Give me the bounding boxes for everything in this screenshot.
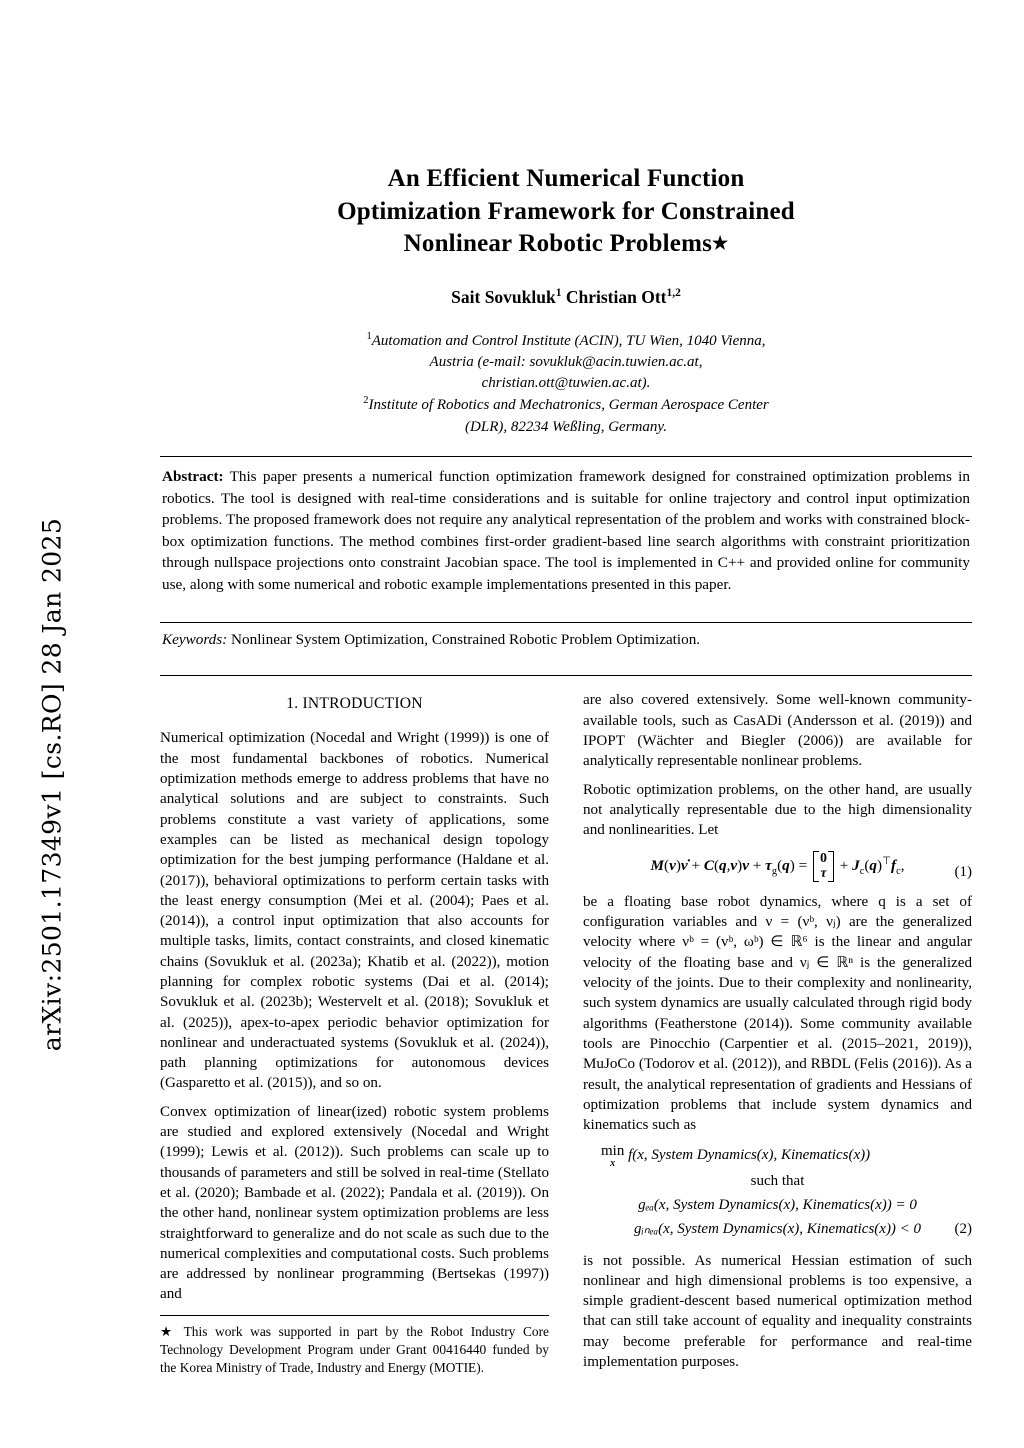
author-2-name: Christian Ott	[565, 286, 667, 307]
title-line-2: Optimization Framework for Constrained	[337, 197, 795, 225]
author-1-affil-marker: 1	[555, 286, 562, 299]
page-title	[160, 163, 972, 261]
affil-2-text-1: Institute of Robotics and Mechatronics, German Aerospace Center	[368, 397, 769, 414]
equation-2-min-operator	[601, 1144, 624, 1169]
equation-2-eq-constraint: gₑₐ(x, System Dynamics(x), Kinematics(x)) = 0	[638, 1196, 917, 1213]
equation-2-min-label: min	[601, 1142, 625, 1159]
equation-2-line-1	[583, 1143, 972, 1168]
abstract-label: Abstract:	[162, 467, 224, 485]
author-1-name: Sait Sovukluk	[451, 286, 556, 307]
equation-2-line-4	[583, 1217, 972, 1241]
body-columns	[160, 690, 972, 1380]
keywords-bottom-rule	[160, 675, 972, 676]
affiliation-1-line-1	[160, 330, 972, 352]
title-footnote-star: ★	[712, 233, 729, 253]
left-paragraph-1: Numerical optimization (Nocedal and Wright (1999)) is one of the most fundamental backbones of robotics. Numerical optimization methods emerge to address problems that have no analytical solutions and are subject to constraints. Such problems constitute a vast variety of applications, some examples can be listed as mechanical design topology optimization for the best jumping performance (Haldane et al. (2017)), behavioral optimizations to perform certain tasks with the least energy consumption (Mei et al. (2004); Paes et al. (2014)), a control input optimization that also accounts for multiple tasks, limits, contact constraints, and closed kinematic chains (Sovukluk et al. (2023a); Khatib et al. (2022)), motion planning for complex robotic systems (Dai et al. (2014); Sovukluk et al. (2023b); Westervelt et al. (2018); Sovukluk et al. (2025)), apex-to-apex periodic behavior optimization for nonlinear and underactuated systems (Sovukluk et al. (2024)), path planning optimizations for autonomous devices (Gasparetto et al. (2015)), and so on.	[160, 730, 549, 1092]
footnote	[160, 1315, 549, 1378]
affiliation-1-line-3: christian.ott@tuwien.ac.at).	[481, 375, 651, 392]
affiliation-1-line-2: Austria (e-mail: sovukluk@acin.tuwien.ac.at,	[429, 353, 703, 370]
left-column	[160, 690, 549, 1380]
equation-2-min-variable: x	[610, 1157, 616, 1169]
right-column	[583, 690, 972, 1380]
affiliations	[160, 330, 972, 438]
affil-1-marker: 1	[366, 330, 372, 342]
right-paragraph-1: are also covered extensively. Some well-known community-available tools, such as CasADi (Andersson et al. (2019)) and IPOPT (Wächter and Biegler (2006)) are available for analytically representable nonlinear problems.	[583, 692, 972, 770]
equation-2-ineq-constraint: gᵢₙₑₐ(x, System Dynamics(x), Kinematics(x)) < 0	[633, 1220, 922, 1237]
author-list	[160, 287, 972, 308]
affil-1-text-1: Automation and Control Institute (ACIN), TU Wien, 1040 Vienna,	[371, 332, 766, 349]
equation-1-matrix: 0 τ	[813, 851, 834, 882]
left-paragraph-2: Convex optimization of linear(ized) robotic system problems are studied and explored extensively (Nocedal and Wright (1999); Lewis et al. (2012)). Such problems can scale up to thousands of parameters and still be solved in real-time (Stellato et al. (2020); Bambade et al. (2022); Pandala et al. (2019)). On the other hand, nonlinear system optimization problems are less straightforward to generalize and do not scale as such due to the numerical complexities and computational costs. Such problems are addressed by nonlinear programming (Bertsekas (1997)) and	[160, 1103, 549, 1303]
title-line-1: An Efficient Numerical Function	[387, 165, 745, 192]
footnote-marker: ★	[160, 1323, 177, 1339]
equation-2-objective: f(x, System Dynamics(x), Kinematics(x))	[628, 1147, 871, 1164]
affiliation-2-line-2: (DLR), 82234 Weßling, Germany.	[465, 418, 667, 435]
paper-content	[160, 0, 972, 1380]
abstract-block	[160, 457, 972, 604]
keywords-label: Keywords:	[162, 631, 228, 649]
equation-2-line-2: such that	[750, 1172, 805, 1189]
equation-2-number: (2)	[954, 1220, 972, 1237]
abstract-paragraph	[162, 466, 970, 595]
equation-1-expression: M(ν)ν̇ + $C(q,\nu)\nu + \tau_g(q)$ = 0 τ + $J_c(q)^⊤f_c$,	[650, 850, 905, 882]
right-paragraph-3: be a floating base robot dynamics, where q is a set of configuration variables and ν = (νᵇ, νⱼ) are the generalized velocity where νᵇ = (vᵇ, ωᵇ) ∈ ℝ⁶ is the linear and angular velocity of the floating base and νⱼ ∈ ℝⁿ is the generalized velocity of the joints. Due to their complexity and nonlinearity, such system dynamics are usually calculated through rigid body algorithms (Featherstone (2014)). Some community available tools are Pinocchio (Carpentier et al. (2015–2021, 2019)), MuJoCo (Todorov et al. (2012)), and RBDL (Felis (2016)). As a result, the analytical representation of gradients and Hessians of optimization problems that include system dynamics and kinematics such as	[583, 893, 972, 1134]
affiliation-2-line-1	[160, 394, 972, 416]
abstract-body: This paper presents a numerical function optimization framework designed for constrained optimization problems in robotics. The tool is designed with real-time considerations and is suitable for online trajectory and control input optimization problems. The proposed framework does not require any analytical representation of the problem and works with constrained block-box optimization functions. The method combines first-order gradient-based line search algorithms with constraint prioritization through nullspace projections onto constraint Jacobian space. The tool is implemented in C++ and provided online for community use, along with some numerical and robotic example implementations presented in this paper.	[162, 467, 970, 593]
author-2-affil-marker: 1,2	[666, 286, 681, 299]
title-line-3-text: Nonlinear Robotic Problems	[403, 230, 713, 257]
keywords-body: Nonlinear System Optimization, Constrained Robotic Problem Optimization.	[227, 631, 701, 649]
equation-2-line-3	[583, 1193, 972, 1217]
footnote-text: This work was supported in part by the Robot Industry Core Technology Development Program under Grant 00416440 funded by the Korea Ministry of Trade, Industry and Energy (MOTIE).	[160, 1323, 549, 1376]
affil-2-marker: 2	[363, 395, 369, 407]
right-paragraph-4: is not possible. As numerical Hessian estimation of such nonlinear and high dimensional problems is too expensive, a simple gradient-descent based numerical optimization method that can still take account of equality and inequality constraints may become preferable for performance and real-time implementation purposes.	[583, 1252, 972, 1370]
section-1-heading: 1. INTRODUCTION	[286, 695, 423, 713]
equation-1-number: (1)	[954, 863, 972, 880]
keywords-block	[160, 623, 972, 657]
title-line-3	[160, 228, 972, 261]
right-paragraph-2: Robotic optimization problems, on the other hand, are usually not analytically representable due to the high dimensionality and nonlinearities. Let	[583, 781, 972, 839]
equation-1	[583, 851, 972, 882]
equation-2	[583, 1143, 972, 1240]
arxiv-stamp: arXiv:2501.17349v1 [cs.RO] 28 Jan 2025	[37, 517, 67, 1052]
